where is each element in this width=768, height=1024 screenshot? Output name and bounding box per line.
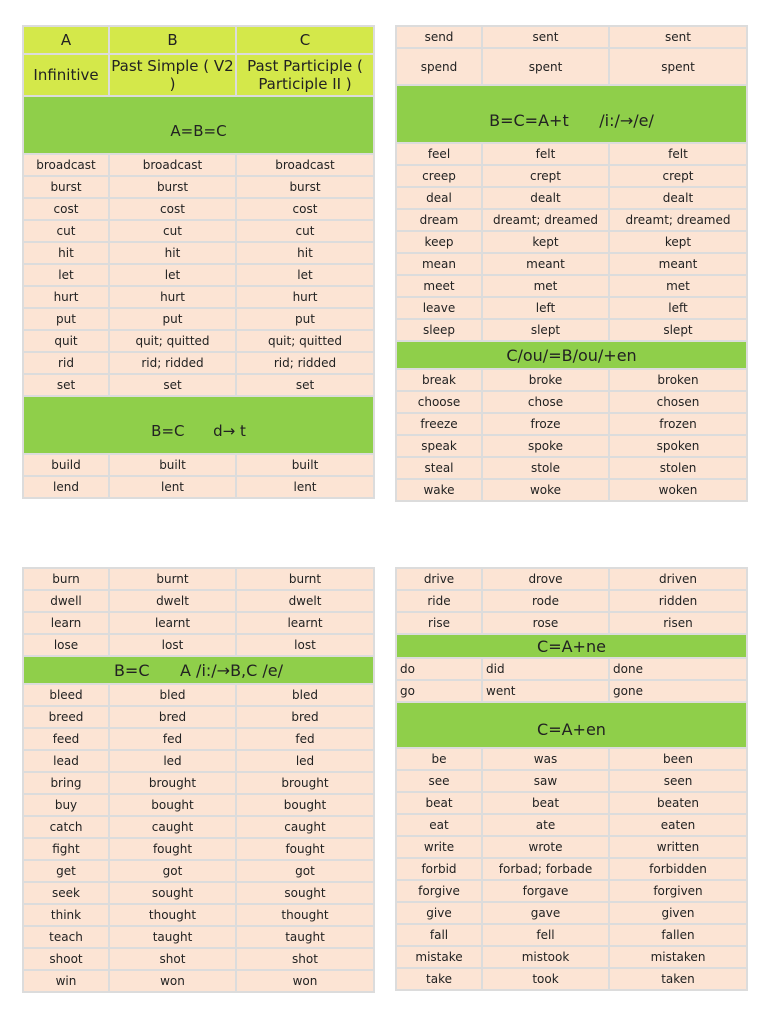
header-past-simple: Past Simple ( V2 ) [109, 54, 236, 96]
past-simple-cell: dreamt; dreamed [482, 209, 609, 231]
header-past-participle: Past Participle ( Participle II ) [236, 54, 374, 96]
past-participle-cell: taken [609, 968, 747, 990]
verb-row [396, 924, 747, 946]
past-simple-cell: taught [109, 926, 236, 948]
past-simple-cell: went [482, 680, 609, 702]
infinitive-cell: rise [396, 612, 482, 634]
past-participle-cell: left [609, 297, 747, 319]
infinitive-cell: burn [23, 568, 109, 590]
past-simple-cell: forgave [482, 880, 609, 902]
past-participle-cell: dreamt; dreamed [609, 209, 747, 231]
infinitive-cell: cost [23, 198, 109, 220]
past-participle-cell: felt [609, 143, 747, 165]
past-simple-cell: beat [482, 792, 609, 814]
past-simple-cell: rode [482, 590, 609, 612]
section-header: C=A+en [396, 702, 747, 748]
past-participle-cell: driven [609, 568, 747, 590]
verb-row [396, 231, 747, 253]
infinitive-cell: breed [23, 706, 109, 728]
past-participle-cell: won [236, 970, 374, 992]
past-simple-cell: chose [482, 391, 609, 413]
section-header: C/ou/=B/ou/+en [396, 341, 747, 369]
past-simple-cell: caught [109, 816, 236, 838]
past-simple-cell: rid; ridded [109, 352, 236, 374]
infinitive-cell: dream [396, 209, 482, 231]
past-simple-cell: ate [482, 814, 609, 836]
verb-row [396, 26, 747, 48]
infinitive-cell: write [396, 836, 482, 858]
past-participle-cell: stolen [609, 457, 747, 479]
infinitive-cell: dwell [23, 590, 109, 612]
past-participle-cell: gone [609, 680, 747, 702]
past-participle-cell: quit; quitted [236, 330, 374, 352]
past-participle-cell: kept [609, 231, 747, 253]
past-participle-cell: dwelt [236, 590, 374, 612]
verb-row [396, 658, 747, 680]
past-participle-cell: crept [609, 165, 747, 187]
infinitive-cell: win [23, 970, 109, 992]
infinitive-cell: learn [23, 612, 109, 634]
past-simple-cell: bled [109, 684, 236, 706]
past-simple-cell: fed [109, 728, 236, 750]
past-participle-cell: given [609, 902, 747, 924]
verb-row [23, 970, 374, 992]
past-simple-cell: did [482, 658, 609, 680]
past-simple-cell: drove [482, 568, 609, 590]
past-simple-cell: slept [482, 319, 609, 341]
verb-row [396, 187, 747, 209]
past-simple-cell: led [109, 750, 236, 772]
infinitive-cell: build [23, 454, 109, 476]
infinitive-cell: keep [396, 231, 482, 253]
verb-row [396, 209, 747, 231]
section-header: C=A+ne [396, 634, 747, 658]
infinitive-cell: cut [23, 220, 109, 242]
verb-row [23, 926, 374, 948]
infinitive-cell: send [396, 26, 482, 48]
past-participle-cell: fought [236, 838, 374, 860]
verb-row [23, 286, 374, 308]
verb-row [23, 904, 374, 926]
infinitive-cell: feed [23, 728, 109, 750]
verb-row [23, 882, 374, 904]
infinitive-cell: mistake [396, 946, 482, 968]
verb-row [396, 253, 747, 275]
infinitive-cell: bring [23, 772, 109, 794]
verb-row [396, 568, 747, 590]
infinitive-cell: hurt [23, 286, 109, 308]
infinitive-cell: rid [23, 352, 109, 374]
section-header: B=C A /i:/→B,C /e/ [23, 656, 374, 684]
infinitive-cell: think [23, 904, 109, 926]
verb-row [396, 748, 747, 770]
verb-row [23, 634, 374, 656]
infinitive-cell: forgive [396, 880, 482, 902]
past-participle-cell: built [236, 454, 374, 476]
infinitive-cell: go [396, 680, 482, 702]
past-participle-cell: fallen [609, 924, 747, 946]
infinitive-cell: creep [396, 165, 482, 187]
verb-row [396, 435, 747, 457]
past-participle-cell: hurt [236, 286, 374, 308]
past-participle-cell: seen [609, 770, 747, 792]
verb-row [23, 308, 374, 330]
past-simple-cell: mistook [482, 946, 609, 968]
infinitive-cell: let [23, 264, 109, 286]
verb-row [23, 476, 374, 498]
verb-row [23, 154, 374, 176]
past-simple-cell: wrote [482, 836, 609, 858]
verb-row [23, 176, 374, 198]
infinitive-cell: get [23, 860, 109, 882]
verb-row [396, 391, 747, 413]
verb-row [396, 275, 747, 297]
infinitive-cell: choose [396, 391, 482, 413]
verb-row [396, 858, 747, 880]
past-participle-cell: got [236, 860, 374, 882]
past-participle-cell: cost [236, 198, 374, 220]
verb-row [396, 792, 747, 814]
infinitive-cell: burst [23, 176, 109, 198]
past-participle-cell: forbidden [609, 858, 747, 880]
past-participle-cell: taught [236, 926, 374, 948]
verb-row [23, 706, 374, 728]
past-simple-cell: burst [109, 176, 236, 198]
verb-row [396, 143, 747, 165]
past-simple-cell: fought [109, 838, 236, 860]
past-simple-cell: stole [482, 457, 609, 479]
past-simple-cell: left [482, 297, 609, 319]
verb-row [23, 948, 374, 970]
infinitive-cell: steal [396, 457, 482, 479]
infinitive-cell: be [396, 748, 482, 770]
verb-row [23, 590, 374, 612]
past-participle-cell: slept [609, 319, 747, 341]
past-simple-cell: dealt [482, 187, 609, 209]
infinitive-cell: hit [23, 242, 109, 264]
past-simple-cell: sent [482, 26, 609, 48]
past-participle-cell: done [609, 658, 747, 680]
past-participle-cell: let [236, 264, 374, 286]
verb-row [396, 479, 747, 501]
past-participle-cell: rid; ridded [236, 352, 374, 374]
infinitive-cell: meet [396, 275, 482, 297]
infinitive-cell: eat [396, 814, 482, 836]
past-simple-cell: thought [109, 904, 236, 926]
verb-row [23, 772, 374, 794]
past-participle-cell: chosen [609, 391, 747, 413]
verb-row [396, 902, 747, 924]
infinitive-cell: spend [396, 48, 482, 85]
infinitive-cell: sleep [396, 319, 482, 341]
past-simple-cell: bred [109, 706, 236, 728]
past-simple-cell: gave [482, 902, 609, 924]
verb-row [23, 816, 374, 838]
verb-row [23, 838, 374, 860]
past-simple-cell: froze [482, 413, 609, 435]
past-simple-cell: set [109, 374, 236, 396]
past-simple-cell: broke [482, 369, 609, 391]
past-participle-cell: bought [236, 794, 374, 816]
past-participle-cell: met [609, 275, 747, 297]
section-header: A=B=C [23, 96, 374, 154]
past-simple-cell: meant [482, 253, 609, 275]
past-simple-cell: burnt [109, 568, 236, 590]
infinitive-cell: forbid [396, 858, 482, 880]
past-simple-cell: lost [109, 634, 236, 656]
past-simple-cell: sought [109, 882, 236, 904]
infinitive-cell: leave [396, 297, 482, 319]
infinitive-cell: drive [396, 568, 482, 590]
past-participle-cell: bled [236, 684, 374, 706]
verb-row [23, 242, 374, 264]
infinitive-cell: see [396, 770, 482, 792]
verb-row [23, 860, 374, 882]
verb-row [23, 330, 374, 352]
infinitive-cell: set [23, 374, 109, 396]
column-letter-a: A [23, 26, 109, 54]
verb-row [396, 612, 747, 634]
infinitive-cell: fall [396, 924, 482, 946]
past-participle-cell: learnt [236, 612, 374, 634]
verb-row [396, 590, 747, 612]
verb-table-top-right [395, 25, 748, 502]
verb-row [23, 684, 374, 706]
past-participle-cell: dealt [609, 187, 747, 209]
verb-row [23, 728, 374, 750]
infinitive-cell: fight [23, 838, 109, 860]
past-participle-cell: written [609, 836, 747, 858]
infinitive-cell: catch [23, 816, 109, 838]
past-simple-cell: let [109, 264, 236, 286]
past-simple-cell: met [482, 275, 609, 297]
past-participle-cell: spoken [609, 435, 747, 457]
header-infinitive: Infinitive [23, 54, 109, 96]
past-participle-cell: thought [236, 904, 374, 926]
past-simple-cell: cut [109, 220, 236, 242]
infinitive-cell: give [396, 902, 482, 924]
verb-row [396, 413, 747, 435]
past-participle-cell: shot [236, 948, 374, 970]
past-simple-cell: dwelt [109, 590, 236, 612]
verb-row [23, 612, 374, 634]
past-simple-cell: was [482, 748, 609, 770]
infinitive-cell: put [23, 308, 109, 330]
infinitive-cell: broadcast [23, 154, 109, 176]
past-simple-cell: put [109, 308, 236, 330]
past-participle-cell: ridden [609, 590, 747, 612]
infinitive-cell: deal [396, 187, 482, 209]
past-participle-cell: led [236, 750, 374, 772]
verb-row [23, 794, 374, 816]
infinitive-cell: shoot [23, 948, 109, 970]
past-simple-cell: lent [109, 476, 236, 498]
column-letter-c: C [236, 26, 374, 54]
verb-row [23, 352, 374, 374]
past-participle-cell: set [236, 374, 374, 396]
verb-row [396, 880, 747, 902]
infinitive-cell: bleed [23, 684, 109, 706]
past-participle-cell: sent [609, 26, 747, 48]
infinitive-cell: speak [396, 435, 482, 457]
infinitive-cell: ride [396, 590, 482, 612]
past-simple-cell: shot [109, 948, 236, 970]
past-participle-cell: broadcast [236, 154, 374, 176]
past-participle-cell: sought [236, 882, 374, 904]
past-simple-cell: spoke [482, 435, 609, 457]
past-simple-cell: hurt [109, 286, 236, 308]
past-simple-cell: won [109, 970, 236, 992]
past-participle-cell: woken [609, 479, 747, 501]
verb-table-top-left [22, 25, 375, 499]
infinitive-cell: seek [23, 882, 109, 904]
infinitive-cell: do [396, 658, 482, 680]
past-simple-cell: fell [482, 924, 609, 946]
infinitive-cell: wake [396, 479, 482, 501]
past-simple-cell: crept [482, 165, 609, 187]
past-participle-cell: fed [236, 728, 374, 750]
verb-row [396, 836, 747, 858]
column-letter-b: B [109, 26, 236, 54]
past-participle-cell: burst [236, 176, 374, 198]
verb-row [396, 814, 747, 836]
verb-row [396, 319, 747, 341]
past-participle-cell: frozen [609, 413, 747, 435]
past-participle-cell: bred [236, 706, 374, 728]
past-participle-cell: meant [609, 253, 747, 275]
past-simple-cell: bought [109, 794, 236, 816]
past-participle-cell: spent [609, 48, 747, 85]
verb-row [396, 48, 747, 85]
verb-table-bottom-left [22, 567, 375, 993]
past-participle-cell: risen [609, 612, 747, 634]
past-simple-cell: forbad; forbade [482, 858, 609, 880]
verb-row [23, 568, 374, 590]
past-simple-cell: brought [109, 772, 236, 794]
past-simple-cell: spent [482, 48, 609, 85]
infinitive-cell: mean [396, 253, 482, 275]
section-header: B=C d→ t [23, 396, 374, 454]
infinitive-cell: lose [23, 634, 109, 656]
past-simple-cell: saw [482, 770, 609, 792]
verb-row [396, 165, 747, 187]
infinitive-cell: freeze [396, 413, 482, 435]
past-simple-cell: felt [482, 143, 609, 165]
past-participle-cell: beaten [609, 792, 747, 814]
past-simple-cell: learnt [109, 612, 236, 634]
verb-row [23, 264, 374, 286]
past-participle-cell: put [236, 308, 374, 330]
past-simple-cell: got [109, 860, 236, 882]
past-simple-cell: woke [482, 479, 609, 501]
verb-row [23, 374, 374, 396]
verb-row [23, 220, 374, 242]
verb-row [396, 369, 747, 391]
infinitive-cell: lend [23, 476, 109, 498]
past-participle-cell: burnt [236, 568, 374, 590]
past-participle-cell: eaten [609, 814, 747, 836]
infinitive-cell: teach [23, 926, 109, 948]
verb-row [23, 750, 374, 772]
verb-table-bottom-right [395, 567, 748, 991]
infinitive-cell: take [396, 968, 482, 990]
verb-row [396, 770, 747, 792]
past-simple-cell: kept [482, 231, 609, 253]
past-participle-cell: broken [609, 369, 747, 391]
section-header: B=C=A+t /i:/→/e/ [396, 85, 747, 143]
past-simple-cell: cost [109, 198, 236, 220]
past-participle-cell: forgiven [609, 880, 747, 902]
verb-row [396, 946, 747, 968]
past-participle-cell: mistaken [609, 946, 747, 968]
infinitive-cell: quit [23, 330, 109, 352]
past-participle-cell: been [609, 748, 747, 770]
infinitive-cell: break [396, 369, 482, 391]
verb-row [396, 968, 747, 990]
infinitive-cell: buy [23, 794, 109, 816]
infinitive-cell: beat [396, 792, 482, 814]
past-simple-cell: took [482, 968, 609, 990]
past-simple-cell: hit [109, 242, 236, 264]
verb-row [396, 680, 747, 702]
verb-row [396, 297, 747, 319]
infinitive-cell: lead [23, 750, 109, 772]
verb-row [396, 457, 747, 479]
past-simple-cell: rose [482, 612, 609, 634]
past-participle-cell: lost [236, 634, 374, 656]
past-simple-cell: broadcast [109, 154, 236, 176]
infinitive-cell: feel [396, 143, 482, 165]
past-participle-cell: lent [236, 476, 374, 498]
verb-row [23, 454, 374, 476]
past-participle-cell: cut [236, 220, 374, 242]
past-simple-cell: quit; quitted [109, 330, 236, 352]
past-simple-cell: built [109, 454, 236, 476]
past-participle-cell: brought [236, 772, 374, 794]
past-participle-cell: caught [236, 816, 374, 838]
past-participle-cell: hit [236, 242, 374, 264]
verb-row [23, 198, 374, 220]
